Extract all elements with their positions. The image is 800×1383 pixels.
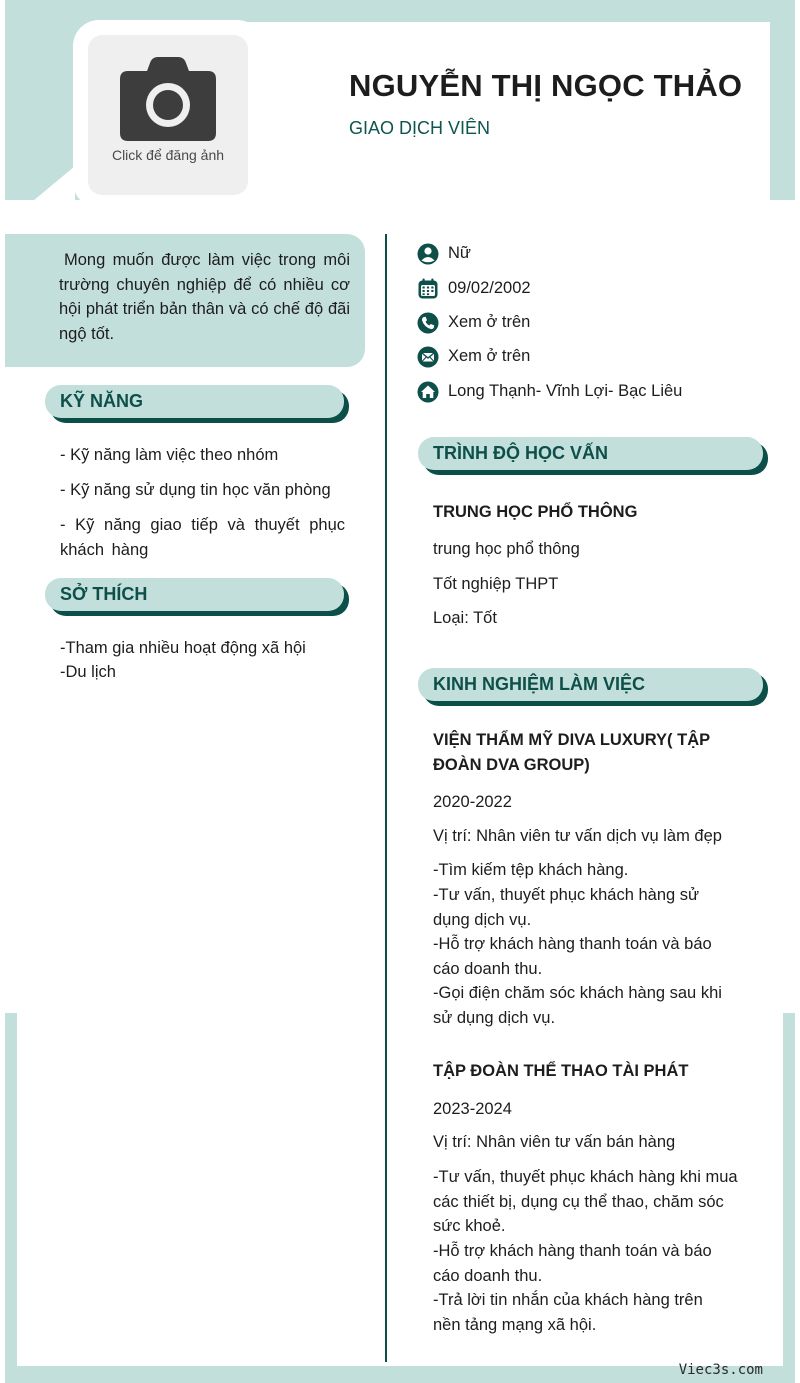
mail-icon [417,346,439,368]
email-value: Xem ở trên [448,347,531,365]
job-duty: -Tư vấn, thuyết phục khách hàng sử dụng dịch vụ. [433,886,700,929]
job-company: VIỆN THẨM MỸ DIVA LUXURY( TẬP ĐOÀN DVA GROUP) [433,731,710,774]
hobbies-title: SỞ THÍCH [60,584,148,604]
skill-item: - Kỹ năng làm việc theo nhóm [60,446,279,464]
phone-value: Xem ở trên [448,313,531,331]
birthday-value: 09/02/2002 [448,279,531,297]
job-position: Vị trí: Nhân viên tư vấn dịch vụ làm đẹp [433,827,722,845]
skills-title: KỸ NĂNG [60,391,144,411]
education-major: trung học phổ thông [433,540,580,558]
experience-header [418,668,763,701]
objective-box [5,234,365,367]
header-band-notch [33,166,75,201]
job-period: 2020-2022 [433,793,512,811]
phone-icon [417,312,439,334]
skills-header [45,385,344,418]
education-header [418,437,763,470]
header-band-right [770,0,795,200]
footer-brand[interactable]: Viec3s.com [678,1362,763,1378]
job-duty: -Hỗ trợ khách hàng thanh toán và báo cáo doanh thu. [433,1242,712,1285]
user-icon [417,243,439,265]
job-title: GIAO DỊCH VIÊN [349,118,491,138]
job-duty: -Trả lời tin nhắn của khách hàng trên nền tảng mạng xã hội. [433,1291,703,1334]
skill-item: - Kỹ năng sử dụng tin học văn phòng [60,481,331,499]
hobby-item: -Du lịch [60,663,116,681]
job-position: Vị trí: Nhân viên tư vấn bán hàng [433,1133,676,1151]
skill-item: - Kỹ năng giao tiếp và thuyết phục khách hàng [60,516,345,559]
education-degree: Tốt nghiệp THPT [433,575,559,593]
gender-value: Nữ [448,244,471,262]
column-divider [385,234,387,1362]
footer-band-right [783,1013,795,1383]
objective-text: Mong muốn được làm việc trong môi trường chuyên nghiệp để có nhiều cơ hội phát triển bản thân và có chế độ đãi ngộ tốt. [59,251,350,343]
home-icon [417,381,439,403]
photo-label: Click để đăng ảnh [111,147,225,163]
job-duty: -Tư vấn, thuyết phục khách hàng khi mua các thiết bị, dụng cụ thể thao, chăm sóc sức khoẻ. [433,1168,738,1235]
address-value: Long Thạnh- Vĩnh Lợi- Bạc Liêu [448,382,683,400]
photo-upload[interactable] [88,35,248,195]
header-band-top [5,0,795,22]
education-school: TRUNG HỌC PHỔ THÔNG [433,503,638,521]
job-duty: -Tìm kiếm tệp khách hàng. [433,861,629,879]
full-name: NGUYỄN THỊ NGỌC THẢO [349,68,743,103]
education-grade: Loại: Tốt [433,609,497,627]
footer-band-bottom [5,1366,795,1383]
calendar-icon [417,278,439,300]
experience-title: KINH NGHIỆM LÀM VIỆC [433,674,646,694]
job-company: TẬP ĐOÀN THỂ THAO TÀI PHÁT [433,1062,689,1080]
job-duty: -Hỗ trợ khách hàng thanh toán và báo cáo doanh thu. [433,935,712,978]
footer-band-left [5,1013,17,1383]
education-title: TRÌNH ĐỘ HỌC VẤN [433,443,608,463]
job-period: 2023-2024 [433,1100,512,1118]
job-duty: -Gọi điện chăm sóc khách hàng sau khi sử dụng dịch vụ. [433,984,722,1027]
camera-icon [120,57,216,141]
hobby-item: -Tham gia nhiều hoạt động xã hội [60,639,306,657]
hobbies-header [45,578,344,611]
